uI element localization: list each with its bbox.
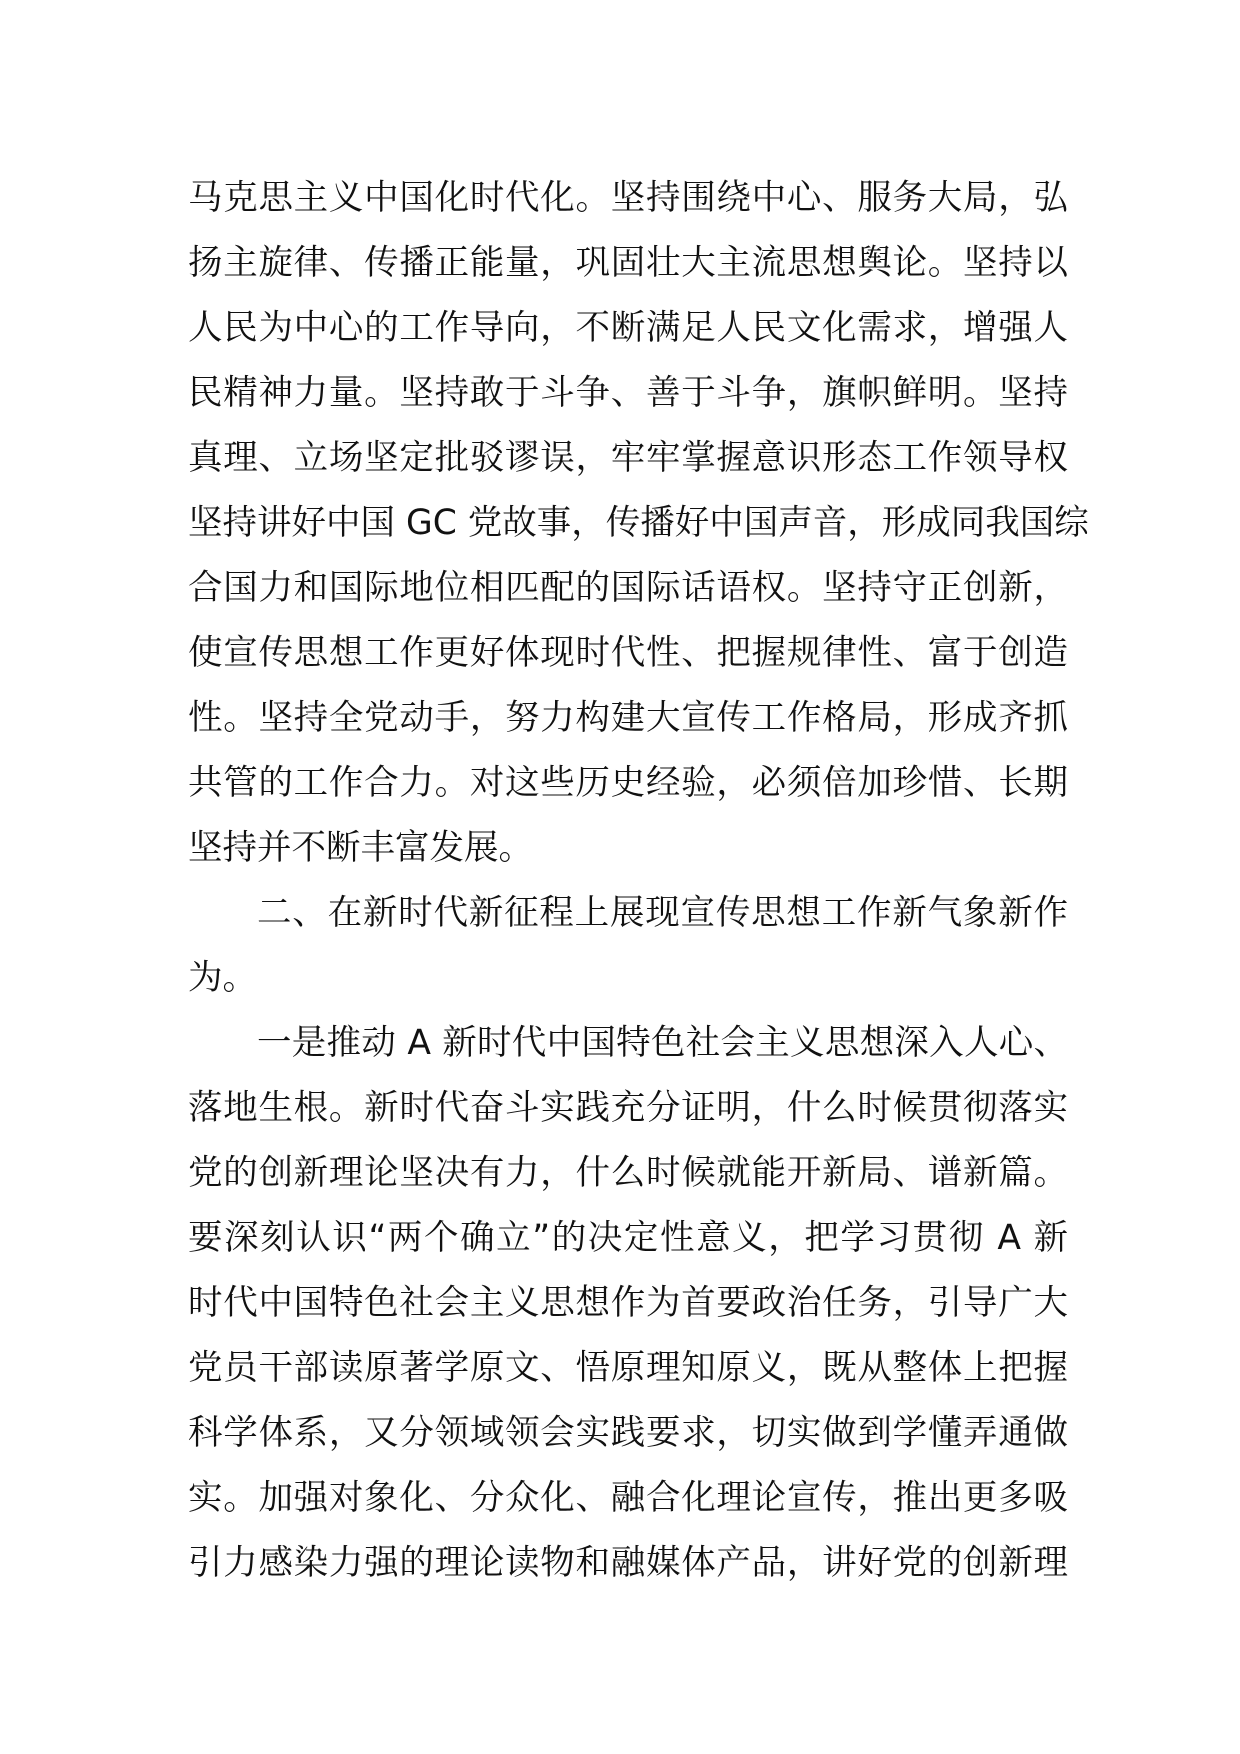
text-line: 人民为中心的工作导向，不断满足人民文化需求，增强人 <box>188 308 1068 348</box>
text-line: 共管的工作合力。对这些历史经验，必须倍加珍惜、长期 <box>188 763 1068 803</box>
text-line: 时代中国特色社会主义思想作为首要政治任务，引导广大 <box>188 1283 1068 1323</box>
text-line: 坚持并不断丰富发展。 <box>188 828 533 868</box>
text-line: 党的创新理论坚决有力，什么时候就能开新局、谱新篇。 <box>188 1153 1068 1193</box>
text-line: 科学体系，又分领域领会实践要求，切实做到学懂弄通做 <box>188 1413 1068 1453</box>
text-line: 使宣传思想工作更好体现时代性、把握规律性、富于创造 <box>188 633 1068 673</box>
section-heading-line: 二、在新时代新征程上展现宣传思想工作新气象新作 <box>257 893 1068 933</box>
text-line: 引力感染力强的理论读物和融媒体产品，讲好党的创新理 <box>188 1543 1068 1583</box>
text-line: 马克思主义中国化时代化。坚持围绕中心、服务大局，弘 <box>188 178 1068 218</box>
text-line: 合国力和国际地位相匹配的国际话语权。坚持守正创新， <box>188 568 1068 608</box>
text-line: 落地生根。新时代奋斗实践充分证明，什么时候贯彻落实 <box>188 1088 1068 1128</box>
text-line: 真理、立场坚定批驳谬误，牢牢掌握意识形态工作领导权 <box>188 438 1068 478</box>
document-body <box>188 166 1089 1596</box>
text-line: 坚持讲好中国 GC 党故事，传播好中国声音，形成同我国综 <box>188 503 1089 543</box>
text-line: 一是推动 A 新时代中国特色社会主义思想深入人心、 <box>257 1023 1068 1063</box>
text-line: 党员干部读原著学原文、悟原理知原义，既从整体上把握 <box>188 1348 1068 1388</box>
section-heading-line: 为。 <box>188 958 257 998</box>
text-line: 实。加强对象化、分众化、融合化理论宣传，推出更多吸 <box>188 1478 1068 1518</box>
text-line: 民精神力量。坚持敢于斗争、善于斗争，旗帜鲜明。坚持 <box>188 373 1068 413</box>
text-line: 扬主旋律、传播正能量，巩固壮大主流思想舆论。坚持以 <box>188 243 1068 283</box>
text-line: 性。坚持全党动手，努力构建大宣传工作格局，形成齐抓 <box>188 698 1068 738</box>
text-line: 要深刻认识“两个确立”的决定性意义，把学习贯彻 A 新 <box>188 1218 1068 1258</box>
